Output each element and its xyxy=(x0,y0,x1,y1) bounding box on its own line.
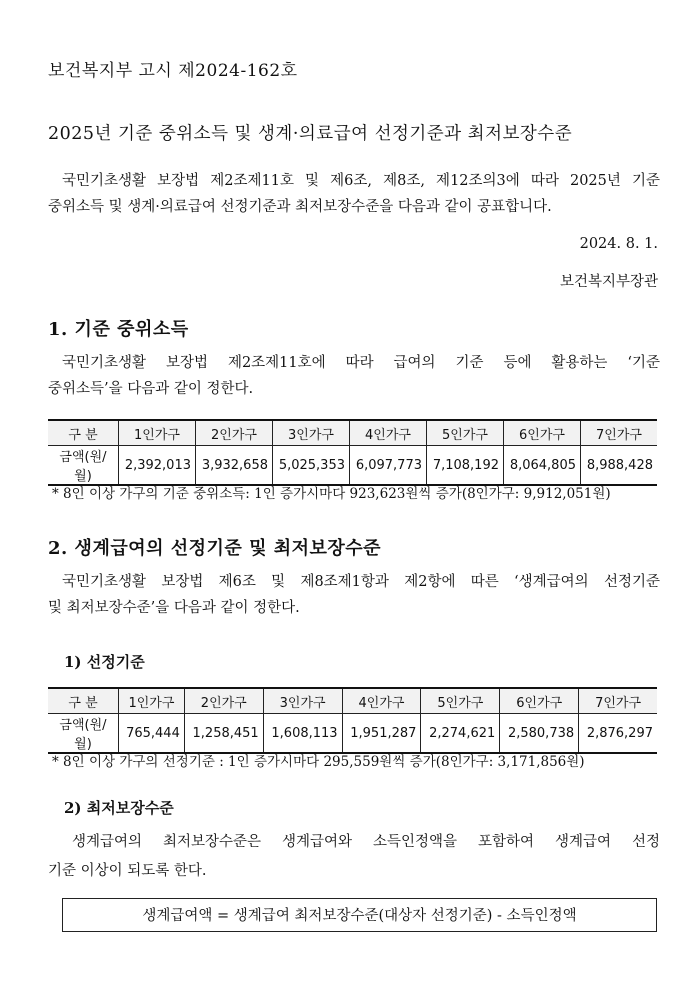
benefit-formula-box: 생계급여액 = 생계급여 최저보장수준(대상자 선정기준) - 소득인정액 xyxy=(62,898,657,932)
table-column-header: 1인가구 xyxy=(119,420,196,446)
subsection-2-line-1: 생계급여의 최저보장수준은 생계급여와 소득인정액을 포함하여 생계급여 선정 xyxy=(72,834,660,850)
table-cell: 2,274,621 xyxy=(421,714,500,754)
table-row-label: 금액(원/월) xyxy=(48,446,119,486)
intro-line-1: 국민기초생활 보장법 제2조제11호 및 제6조, 제8조, 제12조의3에 따라 2025년 기준 xyxy=(62,173,660,189)
table-cell: 3,932,658 xyxy=(196,446,273,486)
table-column-header: 6인가구 xyxy=(500,688,579,714)
document-title: 2025년 기준 중위소득 및 생계·의료급여 선정기준과 최저보장수준 xyxy=(48,124,573,144)
table-header-row xyxy=(48,688,657,714)
table-cell: 2,876,297 xyxy=(579,714,657,754)
subsection-1-note: * 8인 이상 가구의 선정기준 : 1인 증가시마다 295,559원씩 증가(8인가구: 3,171,856원) xyxy=(52,754,585,770)
section-2-heading: 2. 생계급여의 선정기준 및 최저보장수준 xyxy=(48,538,382,559)
table-column-header: 2인가구 xyxy=(184,688,263,714)
table-cell: 1,608,113 xyxy=(263,714,342,754)
section-2-line-2: 및 최저보장수준’을 다음과 같이 정한다. xyxy=(48,600,300,616)
table-cell: 2,392,013 xyxy=(119,446,196,486)
section-1-heading: 1. 기준 중위소득 xyxy=(48,319,189,340)
table-column-header: 7인가구 xyxy=(579,688,657,714)
table-header-row xyxy=(48,420,657,446)
table-column-header: 6인가구 xyxy=(504,420,581,446)
subsection-2-line-2: 기준 이상이 되도록 한다. xyxy=(48,863,207,879)
issuer: 보건복지부장관 xyxy=(559,274,658,290)
table-row xyxy=(48,446,657,486)
table-column-header: 1인가구 xyxy=(119,688,185,714)
section-1-note: * 8인 이상 가구의 기준 중위소득: 1인 증가시마다 923,623원씩 증가(8인가구: 9,912,051원) xyxy=(52,486,611,502)
selection-criteria-table xyxy=(48,687,657,754)
table-cell: 765,444 xyxy=(119,714,185,754)
table-header-label: 구 분 xyxy=(48,688,119,714)
table-cell: 8,988,428 xyxy=(581,446,658,486)
median-income-table xyxy=(48,419,657,486)
table-cell: 1,951,287 xyxy=(342,714,421,754)
intro-line-2: 중위소득 및 생계·의료급여 선정기준과 최저보장수준을 다음과 같이 공표합니다. xyxy=(48,199,552,215)
table-row xyxy=(48,714,657,754)
table-column-header: 5인가구 xyxy=(427,420,504,446)
section-1-line-1: 국민기초생활 보장법 제2조제11호에 따라 급여의 기준 등에 활용하는 ‘기준 xyxy=(62,355,660,371)
section-1-line-2: 중위소득’을 다음과 같이 정한다. xyxy=(48,381,254,397)
table-column-header: 2인가구 xyxy=(196,420,273,446)
table-column-header: 4인가구 xyxy=(350,420,427,446)
table-header-label: 구 분 xyxy=(48,420,119,446)
table-cell: 6,097,773 xyxy=(350,446,427,486)
table-column-header: 7인가구 xyxy=(581,420,658,446)
table-row-label: 금액(원/월) xyxy=(48,714,119,754)
table-cell: 5,025,353 xyxy=(273,446,350,486)
table-cell: 1,258,451 xyxy=(184,714,263,754)
table-cell: 2,580,738 xyxy=(500,714,579,754)
table-column-header: 5인가구 xyxy=(421,688,500,714)
subsection-2-heading: 2) 최저보장수준 xyxy=(64,799,174,817)
subsection-1-heading: 1) 선정기준 xyxy=(64,653,145,671)
table-cell: 8,064,805 xyxy=(504,446,581,486)
table-column-header: 3인가구 xyxy=(263,688,342,714)
table-column-header: 4인가구 xyxy=(342,688,421,714)
table-column-header: 3인가구 xyxy=(273,420,350,446)
table-cell: 7,108,192 xyxy=(427,446,504,486)
notice-number: 보건복지부 고시 제2024-162호 xyxy=(48,61,298,81)
section-2-line-1: 국민기초생활 보장법 제6조 및 제8조제1항과 제2항에 따른 ‘생계급여의 선정기준 xyxy=(62,574,660,590)
issue-date: 2024. 8. 1. xyxy=(579,236,658,252)
